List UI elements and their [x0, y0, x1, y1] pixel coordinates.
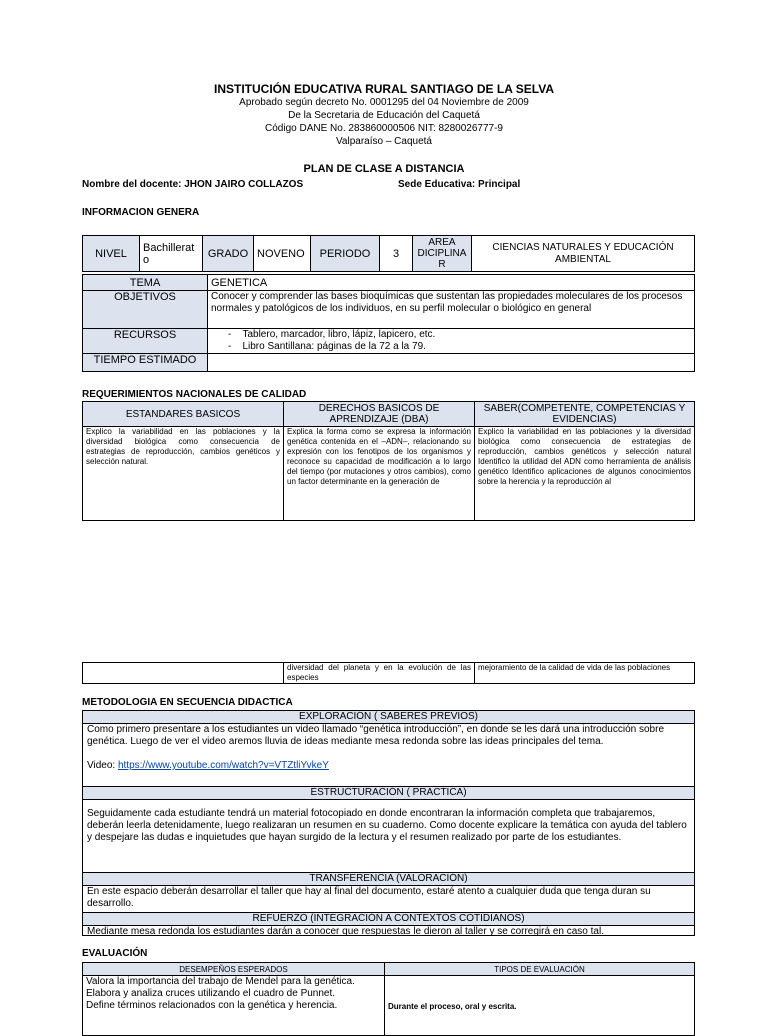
- metod-box: [82, 710, 695, 936]
- estructuracion-header: ESTRUCTURACIÓN ( PRACTICA): [83, 786, 694, 800]
- details-table: [82, 274, 695, 372]
- teacher-name: Nombre del docente: JHON JAIRO COLLAZOS: [82, 179, 304, 190]
- tema-value: GENETICA: [208, 275, 695, 291]
- recursos-item-2: - Libro Santillana: páginas de la 72 a la 79.: [228, 341, 426, 352]
- general-info-table: [82, 235, 695, 272]
- req-table: [82, 401, 695, 521]
- eval-col2-header: TIPOS DE EVALUACIÓN: [385, 963, 695, 976]
- video-label: Video:: [87, 760, 118, 771]
- exploracion-text: Como primero presentare a los estudiantes un video llamado “genética introducción”, en donde se les dará una introducción sobre genética. Luego de ver el video aremos lluvia de ideas mediante mesa redonda sobre las ideas principales del tema.: [87, 724, 665, 747]
- area-value: CIENCIAS NATURALES Y EDUCACIÓN AMBIENTAL: [472, 236, 695, 272]
- eval-table: [82, 962, 695, 1036]
- req-col2-text: Explica la forma como se expresa la información genética contenida en el –ADN–, relacionando su expresión con los fenotipos de los organismos y reconoce su capacidad de modificación a lo largo del tiempo (por mutaciones y otros cambios), como un factor determinante en la generación de: [284, 427, 475, 521]
- school-site: Sede Educativa: Principal: [398, 179, 521, 190]
- exploracion-header: EXPLORACIÓN ( SABERES PREVIOS): [83, 711, 694, 724]
- transferencia-text: En este espacio deberán desarrollar el taller que hay al final del documento, estaré atento a cualquier duda que tenga duran su desarrollo.: [87, 886, 651, 909]
- eval-col1-header: DESEMPEÑOS ESPERADOS: [83, 963, 385, 976]
- grado-label: GRADO: [203, 236, 254, 272]
- dane-line: Código DANE No. 283860000506 NIT: 8280026777-9: [265, 123, 503, 134]
- exploracion-section: [83, 724, 694, 786]
- eval-tipos: Durante el proceso, oral y escrita.: [385, 976, 695, 1036]
- recursos-label: RECURSOS: [83, 329, 208, 354]
- institution-name: INSTITUCIÓN EDUCATIVA RURAL SANTIAGO DE LA SELVA: [213, 82, 554, 96]
- refuerzo-text: Mediante mesa redonda los estudiantes darán a conocer que respuestas le dieron al taller y se corregirá en caso tal.: [87, 926, 604, 937]
- recursos-item-1: - Tablero, marcador, libro, lápiz, lapicero, etc.: [228, 329, 436, 340]
- nivel-value: Bachillerat o: [140, 236, 203, 272]
- tiempo-value: [208, 354, 695, 372]
- nivel-label: NIVEL: [83, 236, 140, 272]
- secretaria-line: De la Secretaria de Educación del Caquetá: [288, 110, 480, 121]
- req-cont-col2: diversidad del planeta y en la evolución de las especies: [284, 663, 475, 684]
- video-line: [87, 760, 690, 772]
- metod-heading: METODOLOGIA EN SECUENCIA DIDACTICA: [82, 697, 293, 708]
- decree-line: Aprobado según decreto No. 0001295 del 04 Noviembre de 2009: [239, 97, 529, 108]
- location-line: Valparaíso – Caquetá: [336, 136, 432, 147]
- req-col3-header: SABER(COMPETENTE, COMPETENCIAS Y EVIDENCIAS): [475, 402, 695, 427]
- req-col2-header: DERECHOS BASICOS DE APRENDIZAJE (DBA): [284, 402, 475, 427]
- periodo-label: PERIODO: [311, 236, 380, 272]
- recursos-value: [208, 329, 695, 354]
- eval-desempenos: [83, 976, 385, 1036]
- grado-value: NOVENO: [254, 236, 311, 272]
- info-heading: INFORMACION GENERA: [82, 207, 200, 218]
- objetivos-label: OBJETIVOS: [83, 291, 208, 329]
- tiempo-label: TIEMPO ESTIMADO: [83, 354, 208, 372]
- eval-heading: EVALUACIÓN: [82, 948, 148, 959]
- req-heading: REQUERIMIENTOS NACIONALES DE CALIDAD: [82, 389, 307, 400]
- req-continuation-table: [82, 662, 695, 684]
- desempeno-2: Elabora y analiza cruces utilizando el cuadro de Punnet.: [86, 988, 336, 999]
- objetivos-value: Conocer y comprender las bases bioquímicas que sustentan las propiedades moleculares de los procesos normales y patológicos de los individuos, en su perfil molecular o biológico en general: [208, 291, 695, 329]
- periodo-value: 3: [380, 236, 413, 272]
- estructuracion-text: Seguidamente cada estudiante tendrá un material fotocopiado en donde encontraran la información completa que trabajaremos, deberán leerla detenidamente, luego realizaran un resumen en su cuaderno. Como docente explicare la temática con ayuda del tablero y despejare las dudas e inquietudes que hayan surgido de la lectura y el resumen realizado por parte de los estudiantes.: [87, 808, 687, 843]
- video-link[interactable]: https://www.youtube.com/watch?v=VTZtliYvkeY: [117, 760, 329, 771]
- req-cont-col1: [83, 663, 284, 684]
- req-col1-text: Explico la variabilidad en las poblaciones y la diversidad biológica como consecuencia de estrategias de reproducción, cambios genéticos y selección natural.: [83, 427, 284, 521]
- doc-title: PLAN DE CLASE A DISTANCIA: [303, 163, 465, 175]
- req-cont-col3: mejoramiento de la calidad de vida de las poblaciones: [475, 663, 695, 684]
- req-col1-header: ESTANDARES BASICOS: [83, 402, 284, 427]
- desempeno-3: Define términos relacionados con la genética y herencia.: [86, 1000, 338, 1011]
- tema-label: TEMA: [83, 275, 208, 291]
- refuerzo-header: REFUERZO (INTEGRACIÓN A CONTEXTOS COTIDIANOS): [83, 912, 694, 926]
- area-label: AREA DICIPLINA R: [413, 236, 472, 272]
- desempeno-1: Valora la importancia del trabajo de Mendel para la genética.: [86, 976, 355, 987]
- transferencia-header: TRANSFERENCIA (VALORACIÓN): [83, 872, 694, 886]
- req-col3-text: Explico la variabilidad en las poblaciones y la diversidad biológica como consecuencia de estrategias de reproducción, cambios genéticos y selección natural Identifico la utilidad del ADN como herramienta de análisis genético Identifico aplicaciones de algunos conocimientos sobre la herencia y la reproducción al: [475, 427, 695, 521]
